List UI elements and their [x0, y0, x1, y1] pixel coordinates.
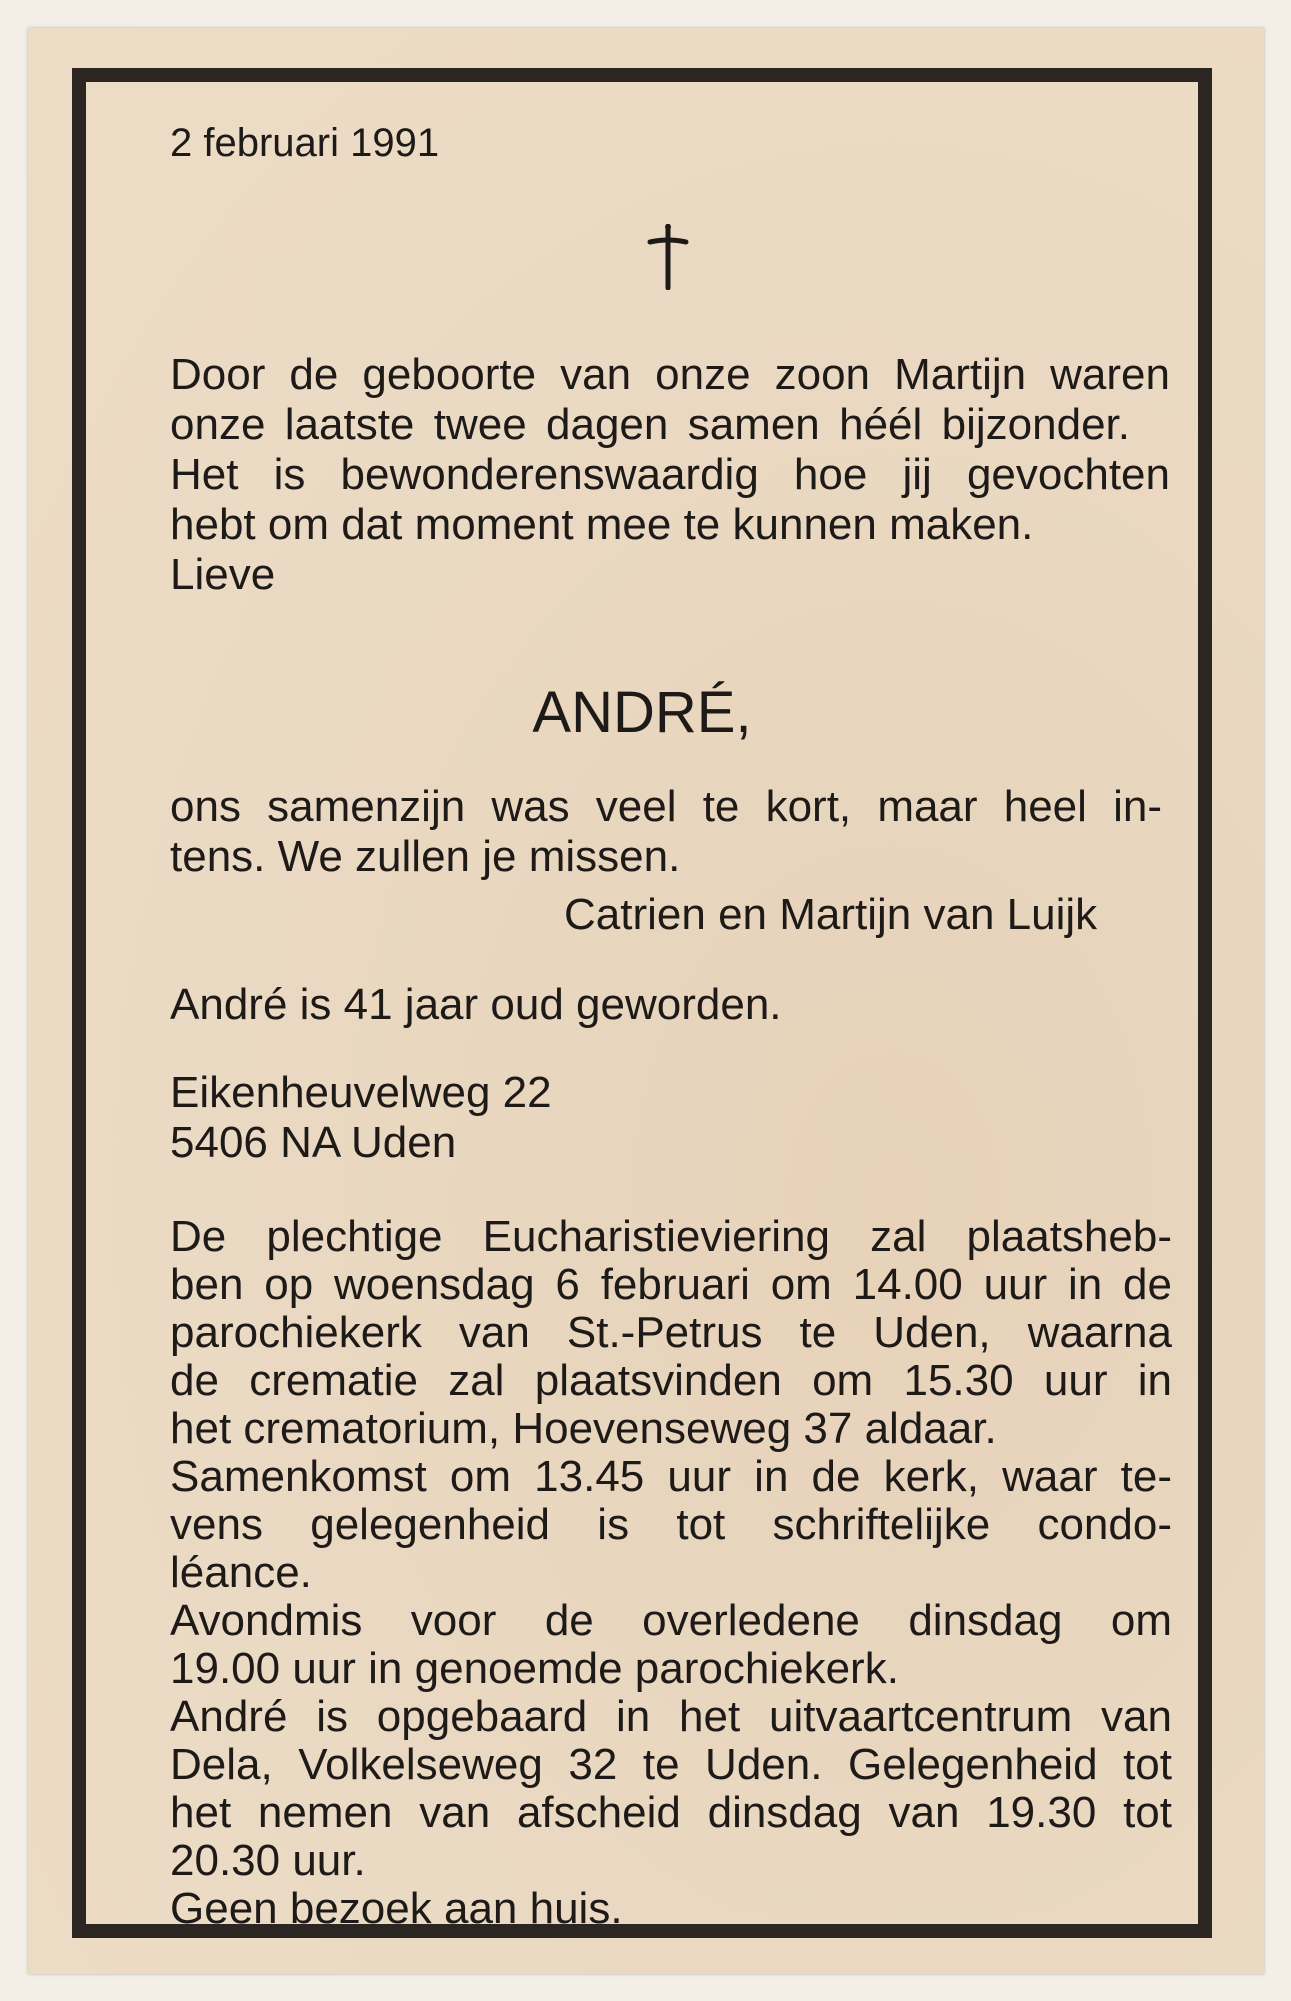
details-line: André is opgebaard in het uitvaartcentrum van: [170, 1692, 1172, 1741]
details-line: Samenkomst om 13.45 uur in de kerk, waar te-: [170, 1452, 1172, 1501]
details-line: de crematie zal plaatsvinden om 15.30 uur in: [170, 1356, 1172, 1405]
details-line: ben op woensdag 6 februari om 14.00 uur in de: [170, 1260, 1172, 1309]
details-line: De plechtige Eucharistieviering zal plaatsheb-: [170, 1212, 1172, 1261]
address-line: 5406 NA Uden: [170, 1118, 457, 1167]
details-line: Geen bezoek aan huis.: [170, 1884, 623, 1933]
notice-date: 2 februari 1991: [170, 121, 440, 165]
death-notice: [72, 68, 1212, 1938]
details-line: léance.: [170, 1548, 312, 1597]
details-line: Avondmis voor de overledene dinsdag om: [170, 1596, 1172, 1645]
details-line: 19.00 uur in genoemde parochiekerk.: [170, 1644, 899, 1693]
latin-cross-icon: [646, 224, 690, 290]
signature: Catrien en Martijn van Luijk: [564, 890, 1098, 939]
details-line: 20.30 uur.: [170, 1836, 366, 1885]
intro-line: hebt om dat moment mee te kunnen maken.: [170, 500, 1034, 549]
intro-line: Door de geboorte van onze zoon Martijn waren: [170, 350, 1170, 399]
details-line: het crematorium, Hoevenseweg 37 aldaar.: [170, 1404, 997, 1453]
message-line: tens. We zullen je missen.: [170, 832, 681, 881]
details-line: het nemen van afscheid dinsdag van 19.30 tot: [170, 1788, 1172, 1837]
intro-line: Het is bewonderenswaardig hoe jij gevochten: [170, 450, 1170, 499]
details-line: Dela, Volkelseweg 32 te Uden. Gelegenheid tot: [170, 1740, 1172, 1789]
message-line: ons samenzijn was veel te kort, maar heel in-: [170, 782, 1162, 831]
details-line: parochiekerk van St.-Petrus te Uden, waarna: [170, 1308, 1172, 1357]
intro-line: Lieve: [170, 550, 276, 599]
newspaper-clipping: [28, 28, 1264, 1974]
intro-line: onze laatste twee dagen samen héél bijzonder.: [170, 400, 1130, 449]
age-line: André is 41 jaar oud geworden.: [170, 980, 782, 1029]
deceased-name: ANDRÉ,: [532, 680, 752, 745]
details-line: vens gelegenheid is tot schriftelijke condo-: [170, 1500, 1172, 1549]
address-line: Eikenheuvelweg 22: [170, 1068, 552, 1117]
